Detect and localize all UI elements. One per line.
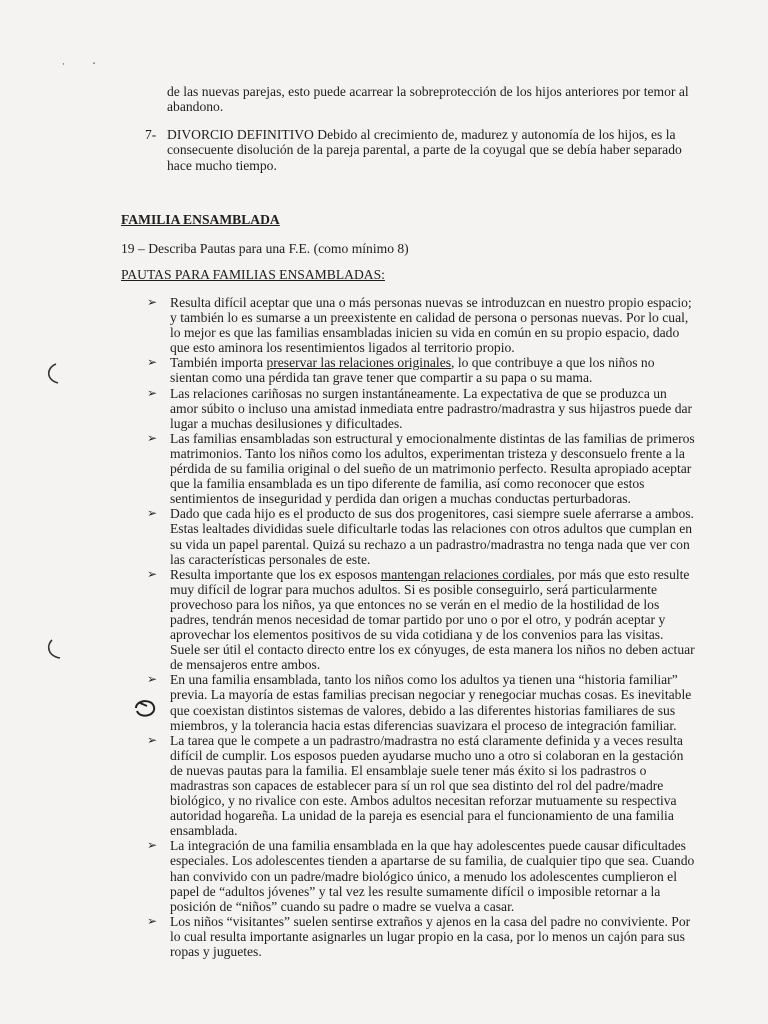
arrow-bullet-icon: ➢ xyxy=(147,430,158,445)
underlined-phrase: preservar las relaciones originales xyxy=(266,355,452,371)
list-item-text: En una familia ensamblada, tanto los niños como los adultos ya tienen una “historia familiar” previa. La mayoría de estas familias precisan negociar y renegociar muchas cosas. Es inevitable que coexistan distintos sistemas de valores, debido a las diferentes historias familiares de sus miembros, y la tolerancia hacia estas diferencias suavizara el proceso de integración familiar. xyxy=(170,672,692,733)
underlined-phrase: mantengan relaciones cordiales xyxy=(380,566,552,582)
arrow-bullet-icon: ➢ xyxy=(147,506,158,521)
item-number: 7- xyxy=(145,127,157,142)
margin-bracket-icon-1 xyxy=(42,362,64,386)
item-text: DIVORCIO DEFINITIVO Debido al crecimiento de, madurez y autonomía de los hijos, es la consecuente disolución de la pareja parental, a parte de la coyugal que se debía haber separado hace mucho tiempo. xyxy=(167,127,682,173)
list-item xyxy=(147,295,695,355)
arrow-bullet-icon: ➢ xyxy=(147,838,158,853)
arrow-bullet-icon: ➢ xyxy=(147,566,158,581)
arrow-bullet-icon: ➢ xyxy=(147,732,158,747)
list-subtitle: PAUTAS PARA FAMILIAS ENSAMBLADAS: xyxy=(121,267,385,282)
list-item-text: Las relaciones cariñosas no surgen instantáneamente. La expectativa de que se produzca un amor súbito o incluso una amistad inmediata entre padrastro/madrastra y sus hijastros puede dar lugar a muchas desilusiones y dificultades. xyxy=(170,385,693,431)
list-item-text: La tarea que le compete a un padrastro/madrastra no está claramente definida y a veces resulta difícil de cumplir. Los esposos pueden ayudarse mucho uno a otro si colaboran en la gestación de nuevas pautas para la familia. El ensamblaje suele tener más éxito si los padrastros o madrastras son capaces de establecer para sí un rol que sea distinto del rol del padre/madre biológico, y no rivalice con este. Ambos adultos necesitan reforzar mutuamente su respectiva autoridad hogareña. La unidad de la pareja es esencial para el funcionamiento de una familia ensamblada. xyxy=(170,732,684,839)
list-item xyxy=(147,672,695,732)
arrow-bullet-icon: ➢ xyxy=(147,913,158,928)
section-title: FAMILIA ENSAMBLADA xyxy=(121,212,280,227)
scan-mark-top-2: ˇ xyxy=(92,62,96,71)
margin-bracket-icon-2 xyxy=(42,638,64,662)
list-item-text: Las familias ensambladas son estructural y emocionalmente distintas de las familias de primeros matrimonios. Tanto los niños como los adultos, experimentan tristeza y desconsuelo frente a la pérdida de su familia original o del sueño de un matrimonio perfecto. Resulta apropiado aceptar que la familia ensamblada es un tipo diferente de familia, así como reconocer que estos sentimientos de inseguridad y perdida dan origen a muchas conductas perturbadoras. xyxy=(170,430,695,507)
arrow-bullet-icon: ➢ xyxy=(147,295,158,309)
list-item xyxy=(147,386,695,431)
list-item-text: Resulta importante que los ex esposos xyxy=(170,566,381,582)
numbered-item-7 xyxy=(145,127,693,173)
list-item-text: Los niños “visitantes” suelen sentirse extraños y ajenos en la casa del padre no conviviente. Por lo cual resulta importante asignarles un lugar propio en la casa, por lo menos un cajón para sus ropas y juguetes. xyxy=(170,913,691,960)
guidelines-list xyxy=(147,295,695,959)
scan-mark-top: · xyxy=(62,60,65,70)
list-item xyxy=(147,567,695,673)
list-item xyxy=(147,506,695,566)
list-item-text: , lo que contribuye a que los niños no sientan como una pérdida tan grave tener que compartir a su papa o su mama. xyxy=(170,355,655,386)
list-item xyxy=(147,355,695,385)
list-item xyxy=(147,431,695,506)
list-item xyxy=(147,733,695,839)
list-item-text: , por más que esto resulte muy difícil de lograr para muchos adultos. Si es posible conseguirlo, será particularmente provechoso para los niños, ya que entonces no se verán en el medio de la hostilidad de los padres, tendrán menos necesidad de tomar partido por uno o por el otro, y podrán aceptar y aprovechar los elementos positivos de su vida cotidiana y de los convenios para las visitas. Suele ser útil el contacto directo entre los ex cónyuges, de esta manera los niños no deben actuar de mensajeros entre ambos. xyxy=(170,566,695,673)
arrow-bullet-icon: ➢ xyxy=(147,355,158,370)
continuation-paragraph: de las nuevas parejas, esto puede acarrear la sobreprotección de los hijos anteriores por temor al abandono. xyxy=(167,84,689,115)
arrow-bullet-icon: ➢ xyxy=(147,672,158,687)
list-item xyxy=(147,838,695,913)
list-item-text: La integración de una familia ensamblada en la que hay adolescentes puede causar dificultades especiales. Los adolescentes tienden a apartarse de su familia, de cualquier tipo que sea. Cuando han convivido con un padre/madre biológico único, a menudo los adolescentes cumplieron el papel de “adultos jóvenes” y tal vez les resulte sumamente difícil o imposible retornar a la posición de “niños” cuando su padre o madre se vuelva a casar. xyxy=(170,838,695,914)
arrow-bullet-icon: ➢ xyxy=(147,385,158,400)
list-item-text: Resulta difícil aceptar que una o más personas nuevas se introduzcan en nuestro propio espacio; y también lo es sumarse a un preexistente en calidad de persona o personas nuevas. Por lo cual, lo mejor es que las familias ensambladas inicien su vida en común en su propio espacio, dado que esto aminora los resentimientos ligados al territorio propio. xyxy=(170,295,692,356)
list-item-text: Dado que cada hijo es el producto de sus dos progenitores, casi siempre suele aferrarse a ambos. Estas lealtades divididas suele dificultarle todas las relaciones con otros adultos que cumplan en su vida un papel parental. Quizá su rechazo a un padrastro/madrastra no tenga nada que ver con las características personales de este. xyxy=(170,506,694,567)
list-item-text: También importa xyxy=(170,355,267,371)
question-line: 19 – Describa Pautas para una F.E. (como mínimo 8) xyxy=(121,241,409,256)
list-item xyxy=(147,914,695,959)
